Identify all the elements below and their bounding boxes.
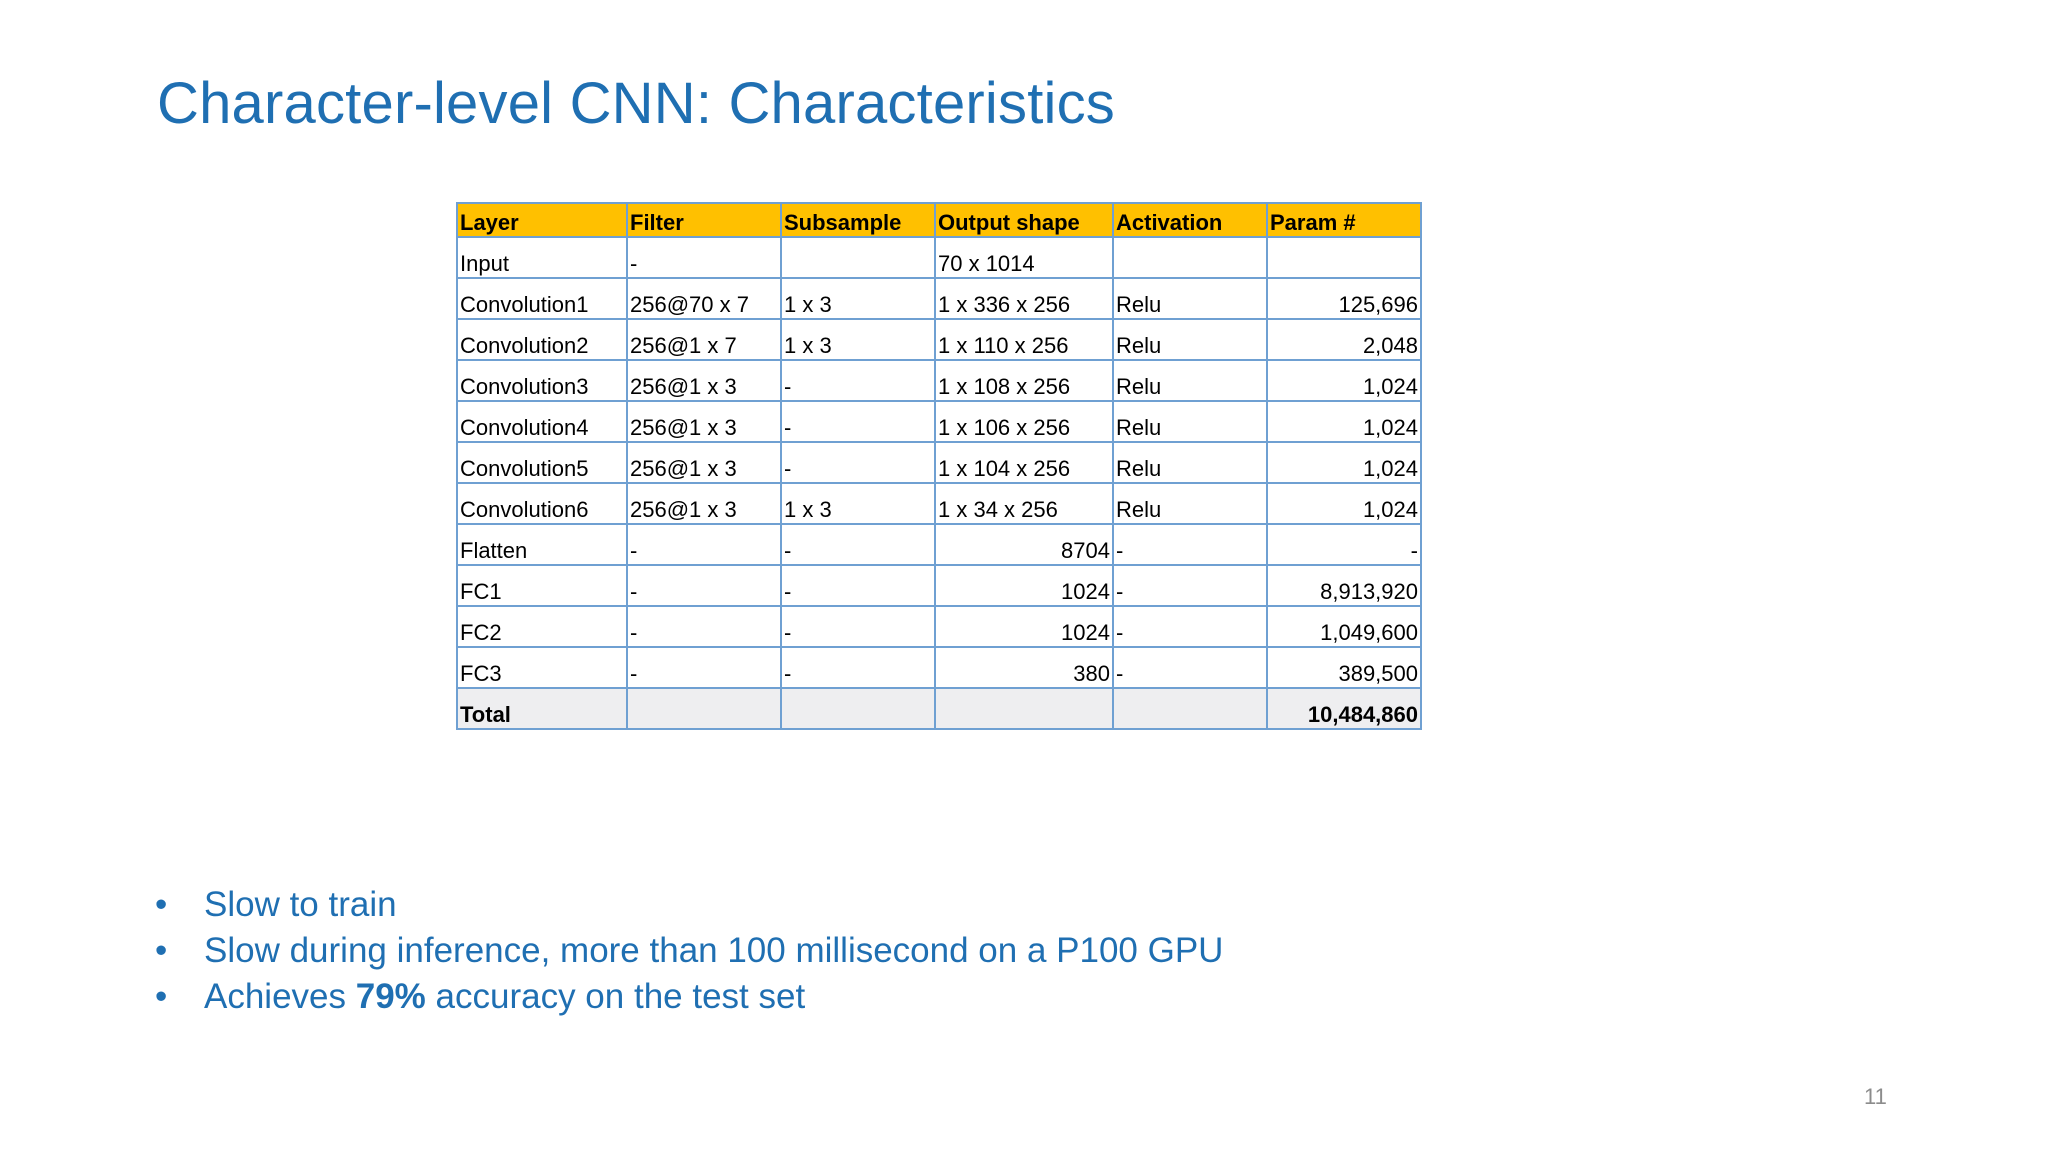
cell-param-count: 1,024 bbox=[1267, 360, 1421, 401]
table-cell bbox=[935, 688, 1113, 729]
cell-param-count: 1,024 bbox=[1267, 483, 1421, 524]
cell-filter: - bbox=[627, 565, 781, 606]
bullet-glyph: • bbox=[155, 977, 168, 1016]
cell-activation: Relu bbox=[1113, 442, 1267, 483]
table-row bbox=[457, 524, 1421, 565]
bullet-list bbox=[155, 882, 1223, 1020]
header-subsample: Subsample bbox=[781, 203, 935, 237]
table-row bbox=[457, 442, 1421, 483]
cell-layer: FC2 bbox=[457, 606, 627, 647]
layer-table bbox=[456, 202, 1422, 730]
table-header-row bbox=[457, 203, 1421, 237]
page-number: 11 bbox=[1864, 1084, 1887, 1109]
table-row bbox=[457, 278, 1421, 319]
cell-layer: Convolution1 bbox=[457, 278, 627, 319]
cell-layer: Convolution6 bbox=[457, 483, 627, 524]
bullet-text: Slow during inference, more than 100 millisecond on a P100 GPU bbox=[204, 931, 1224, 970]
cell-layer: Convolution5 bbox=[457, 442, 627, 483]
cell-activation: Relu bbox=[1113, 483, 1267, 524]
cell-activation: - bbox=[1113, 524, 1267, 565]
cell-output-shape: 1 x 34 x 256 bbox=[935, 483, 1113, 524]
cell-param-count: 2,048 bbox=[1267, 319, 1421, 360]
table-body bbox=[457, 237, 1421, 729]
cell-activation: - bbox=[1113, 647, 1267, 688]
bullet-item bbox=[155, 882, 1223, 928]
cell-layer: Convolution3 bbox=[457, 360, 627, 401]
cell-activation: Relu bbox=[1113, 360, 1267, 401]
cell-output-shape: 1024 bbox=[935, 606, 1113, 647]
cell-filter: 256@1 x 3 bbox=[627, 483, 781, 524]
cell-subsample: 1 x 3 bbox=[781, 278, 935, 319]
cell-filter: 256@1 x 3 bbox=[627, 401, 781, 442]
cell-layer: FC1 bbox=[457, 565, 627, 606]
slide-title: Character-level CNN: Characteristics bbox=[157, 71, 1115, 136]
table-cell bbox=[1113, 688, 1267, 729]
cell-param-count: 125,696 bbox=[1267, 278, 1421, 319]
header-activation: Activation bbox=[1113, 203, 1267, 237]
total-value: 10,484,860 bbox=[1267, 688, 1421, 729]
cell-param-count: - bbox=[1267, 524, 1421, 565]
cell-param-count: 1,024 bbox=[1267, 442, 1421, 483]
cell-subsample: - bbox=[781, 647, 935, 688]
cell-subsample: 1 x 3 bbox=[781, 319, 935, 360]
cell-param-count bbox=[1267, 237, 1421, 278]
cell-layer: Convolution4 bbox=[457, 401, 627, 442]
cell-subsample bbox=[781, 237, 935, 278]
header-param-count: Param # bbox=[1267, 203, 1421, 237]
cell-output-shape: 1024 bbox=[935, 565, 1113, 606]
table-row bbox=[457, 606, 1421, 647]
cell-output-shape: 1 x 110 x 256 bbox=[935, 319, 1113, 360]
total-label: Total bbox=[457, 688, 627, 729]
cell-output-shape: 8704 bbox=[935, 524, 1113, 565]
cell-filter: - bbox=[627, 647, 781, 688]
cell-output-shape: 1 x 108 x 256 bbox=[935, 360, 1113, 401]
cell-activation: - bbox=[1113, 565, 1267, 606]
cell-subsample: - bbox=[781, 401, 935, 442]
bullet-text-after: accuracy on the test set bbox=[425, 977, 806, 1016]
cell-output-shape: 380 bbox=[935, 647, 1113, 688]
cell-param-count: 8,913,920 bbox=[1267, 565, 1421, 606]
cell-param-count: 1,024 bbox=[1267, 401, 1421, 442]
cell-output-shape: 70 x 1014 bbox=[935, 237, 1113, 278]
table-row bbox=[457, 401, 1421, 442]
header-layer: Layer bbox=[457, 203, 627, 237]
cell-filter: 256@70 x 7 bbox=[627, 278, 781, 319]
table-cell bbox=[781, 688, 935, 729]
cell-subsample: - bbox=[781, 524, 935, 565]
cell-layer: FC3 bbox=[457, 647, 627, 688]
bullet-text: Slow to train bbox=[204, 885, 397, 924]
cell-filter: 256@1 x 7 bbox=[627, 319, 781, 360]
cell-activation: - bbox=[1113, 606, 1267, 647]
bullet-glyph: • bbox=[155, 931, 168, 970]
table-row bbox=[457, 360, 1421, 401]
cell-filter: - bbox=[627, 524, 781, 565]
table-row bbox=[457, 237, 1421, 278]
cell-activation bbox=[1113, 237, 1267, 278]
cell-output-shape: 1 x 106 x 256 bbox=[935, 401, 1113, 442]
cell-filter: - bbox=[627, 606, 781, 647]
cell-activation: Relu bbox=[1113, 401, 1267, 442]
cell-param-count: 1,049,600 bbox=[1267, 606, 1421, 647]
table-cell bbox=[627, 688, 781, 729]
accuracy-value: 79% bbox=[355, 977, 426, 1016]
bullet-item bbox=[155, 974, 1223, 1020]
header-filter: Filter bbox=[627, 203, 781, 237]
bullet-glyph: • bbox=[155, 885, 168, 924]
cell-activation: Relu bbox=[1113, 278, 1267, 319]
table-row bbox=[457, 647, 1421, 688]
table-row bbox=[457, 319, 1421, 360]
table-row bbox=[457, 565, 1421, 606]
cell-output-shape: 1 x 336 x 256 bbox=[935, 278, 1113, 319]
cell-filter: - bbox=[627, 237, 781, 278]
bullet-text-before: Achieves bbox=[204, 977, 356, 1016]
cell-subsample: - bbox=[781, 565, 935, 606]
bullet-item bbox=[155, 928, 1223, 974]
cell-subsample: - bbox=[781, 606, 935, 647]
header-output-shape: Output shape bbox=[935, 203, 1113, 237]
cell-filter: 256@1 x 3 bbox=[627, 442, 781, 483]
cell-activation: Relu bbox=[1113, 319, 1267, 360]
cell-subsample: - bbox=[781, 442, 935, 483]
cell-subsample: - bbox=[781, 360, 935, 401]
cell-param-count: 389,500 bbox=[1267, 647, 1421, 688]
table-row bbox=[457, 483, 1421, 524]
cell-subsample: 1 x 3 bbox=[781, 483, 935, 524]
cell-layer: Flatten bbox=[457, 524, 627, 565]
cell-layer: Input bbox=[457, 237, 627, 278]
cell-filter: 256@1 x 3 bbox=[627, 360, 781, 401]
cell-output-shape: 1 x 104 x 256 bbox=[935, 442, 1113, 483]
total-row bbox=[457, 688, 1421, 729]
cell-layer: Convolution2 bbox=[457, 319, 627, 360]
